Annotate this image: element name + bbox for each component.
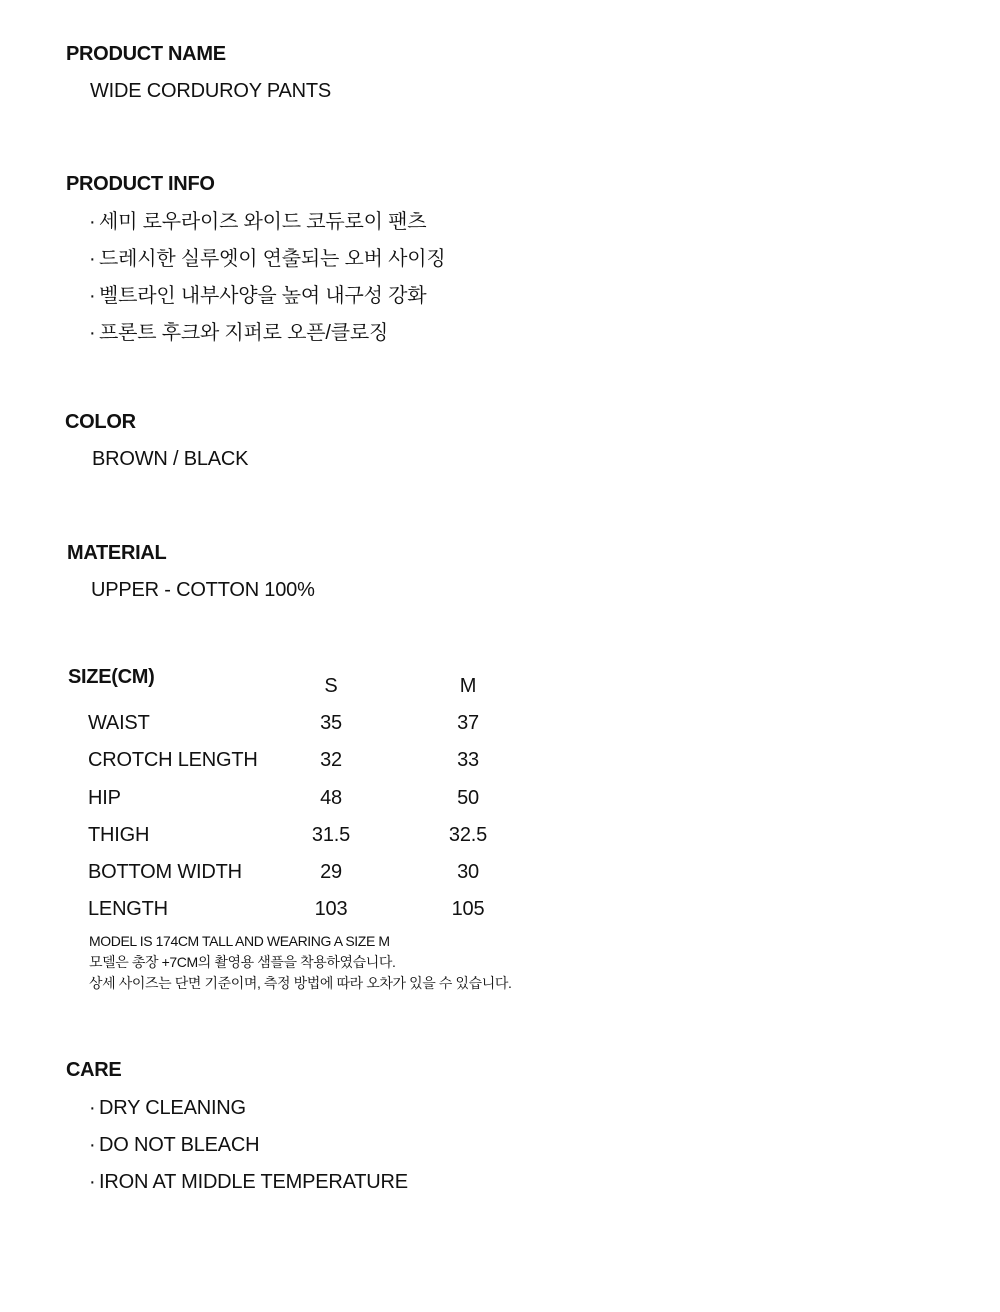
table-row bbox=[88, 891, 550, 928]
size-notes bbox=[89, 931, 511, 994]
measurement-value-m: 50 bbox=[457, 786, 479, 809]
table-row bbox=[88, 854, 550, 891]
product-info-item bbox=[89, 283, 445, 320]
care-item-text: DRY CLEANING bbox=[99, 1097, 246, 1119]
product-info-list bbox=[89, 209, 445, 357]
measurement-value-m: 30 bbox=[457, 861, 479, 884]
bullet-icon: · bbox=[89, 322, 96, 344]
care-heading: CARE bbox=[66, 1059, 122, 1081]
bullet-icon: · bbox=[89, 1097, 96, 1119]
measurement-label: HIP bbox=[88, 786, 121, 809]
product-info-item-text: 세미 로우라이즈 와이드 코듀로이 팬츠 bbox=[99, 211, 427, 233]
care-item bbox=[89, 1132, 408, 1169]
measurement-value-m: 105 bbox=[451, 898, 485, 921]
care-item-text: IRON AT MIDDLE TEMPERATURE bbox=[99, 1171, 408, 1193]
measurement-label: BOTTOM WIDTH bbox=[88, 861, 242, 884]
color-value: BROWN / BLACK bbox=[92, 448, 249, 470]
measurement-label: WAIST bbox=[88, 712, 150, 735]
bullet-icon: · bbox=[89, 248, 96, 270]
table-row bbox=[88, 705, 550, 742]
size-table bbox=[88, 668, 550, 928]
product-name-heading: PRODUCT NAME bbox=[66, 43, 226, 65]
measurement-value-s: 29 bbox=[320, 861, 342, 884]
bullet-icon: · bbox=[89, 211, 96, 233]
measurement-value-s: 48 bbox=[320, 786, 342, 809]
product-info-item-text: 벨트라인 내부사양을 높여 내구성 강화 bbox=[99, 285, 427, 307]
product-name-value: WIDE CORDUROY PANTS bbox=[90, 80, 332, 102]
size-column-s: S bbox=[324, 675, 338, 698]
measurement-value-s: 31.5 bbox=[311, 823, 351, 846]
measurement-value-m: 37 bbox=[457, 712, 479, 735]
product-info-item-text: 드레시한 실루엣이 연출되는 오버 사이징 bbox=[99, 248, 446, 270]
size-heading: SIZE(CM) bbox=[68, 666, 155, 688]
care-item bbox=[89, 1169, 408, 1206]
measurement-label: CROTCH LENGTH bbox=[88, 749, 258, 772]
care-item-text: DO NOT BLEACH bbox=[99, 1134, 260, 1156]
bullet-icon: · bbox=[89, 1134, 96, 1156]
care-list bbox=[89, 1095, 408, 1206]
table-row bbox=[88, 742, 550, 779]
size-note: 모델은 총장 +7CM의 촬영용 샘플을 착용하였습니다. bbox=[89, 954, 396, 970]
size-note: 상세 사이즈는 단면 기준이며, 측정 방법에 따라 오차가 있을 수 있습니다. bbox=[89, 975, 512, 991]
measurement-value-s: 103 bbox=[314, 898, 348, 921]
measurement-value-s: 32 bbox=[320, 749, 342, 772]
measurement-value-s: 35 bbox=[320, 712, 342, 735]
size-column-m: M bbox=[459, 675, 477, 698]
table-row bbox=[88, 780, 550, 817]
bullet-icon: · bbox=[89, 1171, 96, 1193]
size-table-corner bbox=[88, 668, 276, 705]
measurement-label: THIGH bbox=[88, 823, 150, 846]
table-row bbox=[88, 817, 550, 854]
measurement-value-m: 33 bbox=[457, 749, 479, 772]
product-info-item bbox=[89, 246, 445, 283]
product-info-item-text: 프론트 후크와 지퍼로 오픈/클로징 bbox=[99, 322, 389, 344]
product-info-item bbox=[89, 320, 445, 357]
size-note: MODEL IS 174CM TALL AND WEARING A SIZE M bbox=[89, 933, 390, 949]
measurement-value-m: 32.5 bbox=[448, 823, 488, 846]
color-heading: COLOR bbox=[65, 411, 136, 433]
bullet-icon: · bbox=[89, 285, 96, 307]
material-heading: MATERIAL bbox=[67, 542, 167, 564]
product-info-heading: PRODUCT INFO bbox=[66, 173, 215, 195]
product-info-item bbox=[89, 209, 445, 246]
care-item bbox=[89, 1095, 408, 1132]
size-table-header-row bbox=[88, 668, 550, 705]
measurement-label: LENGTH bbox=[88, 898, 168, 921]
material-value: UPPER - COTTON 100% bbox=[91, 579, 315, 601]
